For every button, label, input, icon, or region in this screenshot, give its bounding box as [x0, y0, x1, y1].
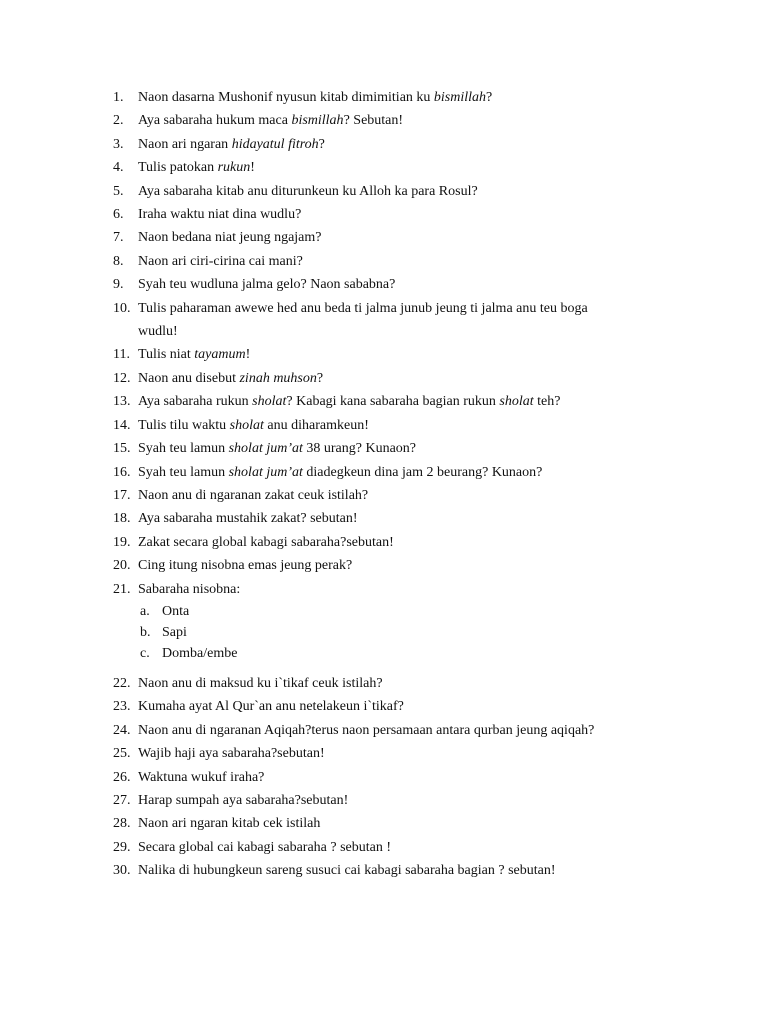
question-item [113, 156, 673, 179]
question-number: 19. [113, 534, 131, 550]
question-number: 10. [113, 300, 131, 316]
question-text-run: Syah teu lamun [138, 464, 229, 480]
question-text-run: Naon dasarna Mushonif nyusun kitab dimimitian ku [138, 90, 434, 105]
question-text [138, 254, 303, 269]
question-item [113, 695, 673, 718]
question-text-run: Aya sabaraha rukun [138, 394, 253, 410]
question-item [113, 766, 673, 789]
question-text [138, 441, 416, 456]
emphasized-term: bismillah [433, 90, 487, 105]
question-number: 30. [113, 863, 131, 879]
question-item [113, 719, 673, 742]
question-text [138, 793, 348, 808]
question-text-run: Aya sabaraha kitab anu diturunkeun ku Alloh ka para Rosul? [138, 183, 478, 199]
question-item [113, 554, 673, 577]
question-text [138, 723, 594, 738]
question-text [138, 207, 301, 222]
question-number: 12. [113, 370, 131, 386]
question-text [138, 511, 358, 526]
question-number: 17. [113, 487, 131, 503]
question-text [138, 90, 492, 105]
question-text-run: Syah teu lamun [138, 441, 229, 457]
emphasized-term: sholat [229, 417, 264, 433]
question-number: 5. [113, 183, 124, 199]
question-item [113, 461, 673, 484]
sub-question-list [138, 601, 673, 664]
question-text [138, 301, 588, 339]
question-text-run: ! [245, 347, 251, 363]
question-item [113, 297, 673, 344]
question-text [138, 699, 404, 714]
question-text-run: Tulis paharaman awewe hed anu beda ti jalma junub jeung ti jalma anu teu boga [138, 300, 588, 316]
question-text-run: Nalika di hubungkeun sareng susuci cai kabagi sabaraha bagian ? sebutan! [138, 863, 556, 879]
emphasized-term: sholat jum’at [228, 464, 303, 480]
question-item [113, 180, 673, 203]
question-text [138, 676, 383, 691]
question-item [113, 86, 673, 109]
question-item [113, 578, 673, 664]
question-number: 20. [113, 558, 131, 574]
question-number: 27. [113, 792, 131, 808]
question-number: 23. [113, 699, 131, 715]
question-number: 9. [113, 277, 124, 293]
question-item [113, 437, 673, 460]
question-text-run: wudlu! [138, 324, 178, 340]
question-text-run: Naon bedana niat jeung ngajam? [138, 230, 322, 246]
sub-question-text: Onta [162, 603, 190, 619]
question-item [113, 507, 673, 530]
question-number: 25. [113, 746, 131, 762]
question-text-run: Zakat secara global kabagi sabaraha?sebutan! [138, 534, 394, 550]
question-text [138, 770, 264, 785]
question-text [138, 277, 395, 292]
sub-question-text: Domba/embe [162, 645, 238, 661]
question-text-run: Wajib haji aya sabaraha?sebutan! [138, 746, 325, 762]
sub-question-item [138, 601, 673, 622]
sub-question-letter: b. [140, 624, 151, 640]
question-text-run: 38 urang? Kunaon? [302, 441, 417, 457]
question-text-run: Kumaha ayat Al Qur`an anu netelakeun i`tikaf? [138, 699, 404, 715]
question-item [113, 414, 673, 437]
question-number: 28. [113, 816, 131, 832]
question-number: 8. [113, 253, 124, 269]
emphasized-term: bismillah [291, 113, 344, 129]
question-number: 14. [113, 417, 131, 433]
question-text-run: ? [486, 90, 493, 105]
question-text-run: ? [318, 136, 325, 152]
question-text-run: teh? [533, 394, 561, 410]
question-number: 11. [113, 347, 130, 363]
question-text-run: Tulis tilu waktu [138, 417, 230, 433]
question-text [138, 840, 391, 855]
emphasized-term: sholat [252, 394, 287, 410]
question-item [113, 859, 673, 882]
question-text-run: Naon anu disebut [138, 370, 240, 386]
question-text [138, 160, 255, 175]
question-number: 2. [113, 113, 124, 129]
question-text-run: Waktuna wukuf iraha? [138, 769, 265, 785]
question-text-run: Secara global cai kabagi sabaraha ? sebutan ! [138, 839, 392, 855]
question-number: 1. [113, 90, 124, 105]
question-number: 4. [113, 160, 124, 176]
question-text [138, 558, 352, 573]
question-text [138, 582, 240, 597]
question-text [138, 465, 542, 480]
sub-question-text: Sapi [162, 624, 187, 640]
question-item [113, 273, 673, 296]
question-number: 29. [113, 839, 131, 855]
question-text-run: ? Sebutan! [343, 113, 404, 129]
emphasized-term: hidayatul fitroh [231, 136, 319, 152]
question-number: 13. [113, 394, 131, 410]
question-text [138, 816, 320, 831]
question-number: 21. [113, 581, 131, 597]
question-text-run: ! [250, 160, 255, 176]
emphasized-term: zinah muhson [239, 370, 317, 386]
sub-question-item [138, 622, 673, 643]
question-item [113, 250, 673, 273]
question-number: 15. [113, 441, 131, 457]
question-item [113, 836, 673, 859]
question-text [138, 137, 325, 152]
question-text [138, 347, 250, 362]
question-item [113, 367, 673, 390]
question-text-run: Aya sabaraha hukum maca [138, 113, 292, 129]
question-text [138, 371, 323, 386]
question-number: 22. [113, 675, 131, 691]
emphasized-term: sholat [499, 394, 534, 410]
question-text-run: diadegkeun dina jam 2 beurang? Kunaon? [302, 464, 543, 480]
question-text [138, 113, 403, 128]
question-text-run: Tulis niat [138, 347, 195, 363]
question-number: 24. [113, 722, 131, 738]
question-text-run: Naon anu di maksud ku i`tikaf ceuk istilah? [138, 675, 383, 691]
emphasized-term: sholat jum’at [228, 441, 303, 457]
sub-question-letter: a. [140, 603, 150, 619]
question-item [113, 672, 673, 695]
question-text-run: ? [316, 370, 324, 386]
question-text-run: Aya sabaraha mustahik zakat? sebutan! [138, 511, 358, 527]
question-item [113, 742, 673, 765]
question-number: 3. [113, 136, 124, 152]
question-item [113, 226, 673, 249]
question-item [113, 531, 673, 554]
question-item [113, 203, 673, 226]
question-text-run: ? Kabagi kana sabaraha bagian rukun [286, 394, 500, 410]
question-text-run: Sabaraha nisobna: [138, 581, 241, 597]
question-list [113, 86, 673, 883]
question-text-run: Naon ari ciri-cirina cai mani? [138, 253, 303, 269]
question-number: 16. [113, 464, 131, 480]
question-text [138, 488, 368, 503]
question-text [138, 863, 556, 878]
question-number: 26. [113, 769, 131, 785]
question-text-run: anu diharamkeun! [263, 417, 369, 433]
question-text-run: Naon ari ngaran [138, 136, 232, 152]
question-item [113, 789, 673, 812]
question-item [113, 133, 673, 156]
question-number: 18. [113, 511, 131, 527]
question-text-run: Naon anu di ngaranan zakat ceuk istilah? [138, 487, 369, 503]
question-item [113, 390, 673, 413]
question-text-run: Tulis patokan [138, 160, 218, 176]
question-text [138, 746, 325, 761]
question-item [113, 484, 673, 507]
emphasized-term: tayamum [194, 347, 246, 363]
question-text [138, 535, 394, 550]
question-text [138, 418, 369, 433]
question-text [138, 184, 478, 199]
question-text-run: Syah teu wudluna jalma gelo? Naon sababna? [138, 277, 396, 293]
sub-question-letter: c. [140, 645, 150, 661]
question-text-run: Iraha waktu niat dina wudlu? [138, 207, 302, 223]
question-text-run: Cing itung nisobna emas jeung perak? [138, 558, 353, 574]
sub-question-item [138, 643, 673, 664]
question-text [138, 394, 560, 409]
question-text-run: Naon ari ngaran kitab cek istilah [138, 816, 321, 832]
question-item [113, 812, 673, 835]
question-text-run: Harap sumpah aya sabaraha?sebutan! [138, 792, 349, 808]
question-text [138, 230, 321, 245]
question-item [113, 343, 673, 366]
question-number: 6. [113, 207, 124, 223]
question-item [113, 109, 673, 132]
question-number: 7. [113, 230, 124, 246]
emphasized-term: rukun [217, 160, 251, 176]
question-text-run: Naon anu di ngaranan Aqiqah?terus naon persamaan antara qurban jeung aqiqah? [138, 722, 595, 738]
